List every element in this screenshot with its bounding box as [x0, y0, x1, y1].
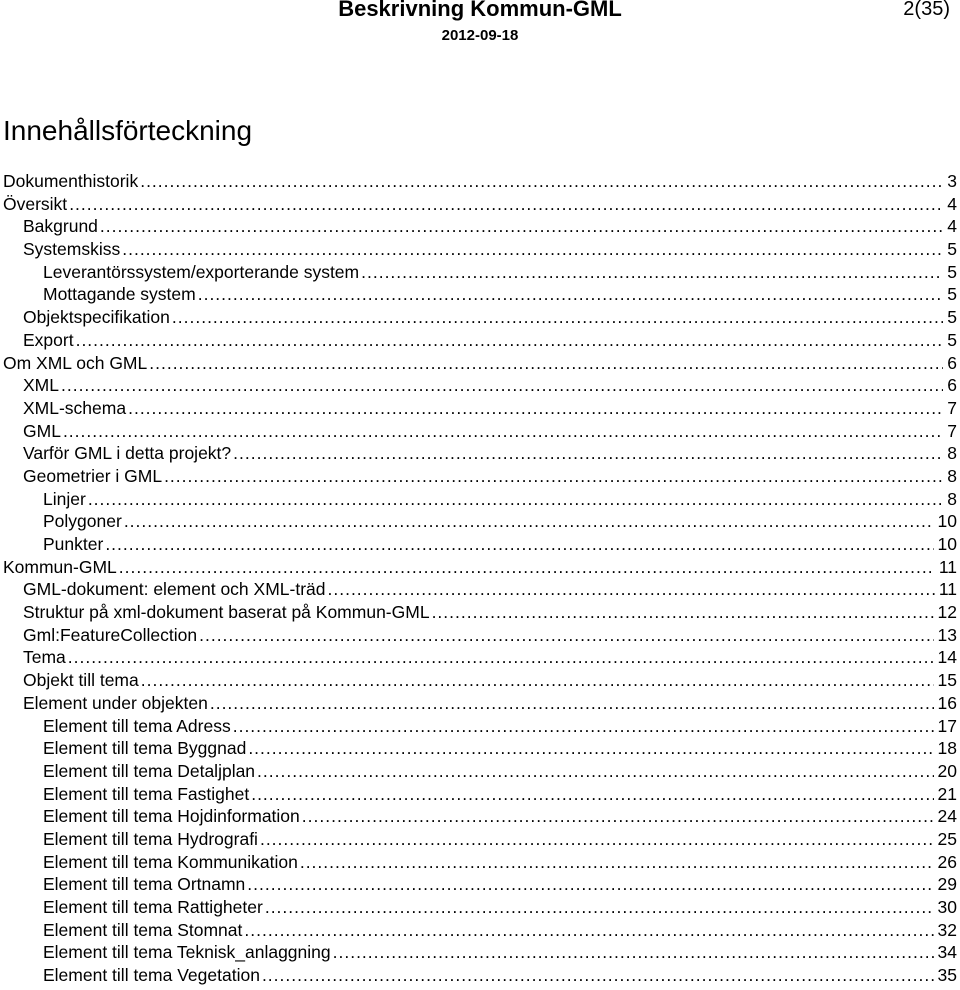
toc-entry-title: Element till tema Byggnad — [43, 738, 247, 759]
toc-entry[interactable] — [0, 420, 960, 443]
toc-entry-page: 7 — [947, 420, 957, 441]
toc-entry-page: 20 — [937, 760, 957, 781]
toc-entry-page: 30 — [937, 897, 957, 917]
toc-dot-leader — [124, 510, 934, 533]
toc-entry-page: 12 — [937, 602, 957, 623]
toc-dot-leader — [248, 737, 933, 760]
toc-entry-title: Export — [23, 329, 74, 350]
toc-entry-title: Polygoner — [43, 511, 122, 532]
toc-entry[interactable] — [0, 283, 960, 306]
toc-dot-leader — [88, 488, 943, 511]
toc-entry[interactable] — [0, 805, 960, 828]
document-title: Beskrivning Kommun-GML — [338, 0, 622, 21]
toc-entry-title: Systemskiss — [23, 239, 121, 260]
toc-entry-page: 14 — [937, 647, 957, 668]
toc-entry[interactable] — [0, 465, 960, 488]
toc-entry-page: 17 — [937, 715, 957, 736]
toc-dot-leader — [302, 805, 934, 828]
toc-entry[interactable] — [0, 533, 960, 556]
toc-entry-title: Struktur på xml-dokument baserat på Kommun-GML — [23, 602, 430, 623]
toc-entry-page: 10 — [937, 534, 957, 554]
toc-dot-leader — [164, 465, 943, 488]
toc-entry-title: Linjer — [43, 488, 86, 509]
toc-entry[interactable] — [0, 601, 960, 624]
toc-entry[interactable] — [0, 193, 960, 216]
toc-dot-leader — [172, 306, 943, 329]
toc-dot-leader — [105, 533, 933, 556]
toc-dot-leader — [244, 919, 933, 942]
toc-dot-leader — [432, 601, 934, 624]
toc-entry-page: 4 — [947, 193, 957, 214]
toc-entry[interactable] — [0, 692, 960, 715]
toc-dot-leader — [300, 851, 934, 874]
toc-dot-leader — [328, 578, 935, 601]
toc-entry-title: Element till tema Ortnamn — [43, 874, 246, 895]
toc-entry-title: Element till tema Teknisk_anlaggning — [43, 942, 331, 963]
toc-entry-title: Om XML och GML — [3, 352, 148, 373]
toc-entry[interactable] — [0, 556, 960, 579]
toc-entry-page: 5 — [947, 284, 957, 305]
toc-entry-title: Punkter — [43, 534, 104, 554]
toc-entry-page: 5 — [947, 239, 957, 260]
toc-entry-title: Element under objekten — [23, 692, 208, 713]
toc-entry[interactable] — [0, 578, 960, 601]
table-of-contents — [0, 170, 960, 987]
toc-entry-page: 4 — [947, 216, 957, 237]
toc-entry-page: 11 — [938, 556, 957, 577]
toc-entry-page: 6 — [947, 375, 957, 396]
toc-dot-leader — [140, 170, 943, 193]
toc-entry[interactable] — [0, 510, 960, 533]
toc-dot-leader — [260, 828, 934, 851]
toc-dot-leader — [233, 715, 934, 738]
toc-entry-page: 35 — [937, 965, 957, 986]
toc-entry[interactable] — [0, 488, 960, 511]
toc-entry[interactable] — [0, 851, 960, 874]
toc-entry-page: 11 — [938, 579, 957, 600]
toc-entry[interactable] — [0, 170, 960, 193]
toc-entry-title: Leverantörssystem/exporterande system — [43, 261, 360, 282]
toc-entry-title: Element till tema Fastighet — [43, 783, 250, 804]
toc-dot-leader — [361, 261, 943, 284]
toc-entry-title: Gml:FeatureCollection — [23, 624, 198, 645]
toc-entry-title: Geometrier i GML — [23, 465, 163, 486]
toc-entry-page: 3 — [947, 171, 957, 191]
toc-dot-leader — [68, 646, 934, 669]
toc-dot-leader — [76, 329, 944, 352]
toc-entry-title: GML-dokument: element och XML-träd — [23, 579, 326, 600]
toc-entry-title: Element till tema Adress — [43, 715, 231, 736]
toc-entry-page: 18 — [937, 738, 957, 759]
toc-entry[interactable] — [0, 919, 960, 942]
toc-dot-leader — [257, 760, 933, 783]
toc-entry[interactable] — [0, 306, 960, 329]
toc-entry[interactable] — [0, 374, 960, 397]
toc-dot-leader — [199, 624, 933, 647]
document-date: 2012-09-18 — [441, 27, 519, 44]
toc-dot-leader — [251, 783, 933, 806]
toc-entry[interactable] — [0, 352, 960, 375]
toc-entry[interactable] — [0, 737, 960, 760]
toc-entry-title: Element till tema Vegetation — [43, 965, 260, 986]
toc-entry-page: 13 — [937, 624, 957, 645]
toc-heading: Innehållsförteckning — [3, 115, 253, 146]
toc-entry[interactable] — [0, 964, 960, 987]
toc-entry-title: Varför GML i detta projekt? — [23, 443, 232, 464]
toc-entry-title: Dokumenthistorik — [3, 171, 139, 191]
toc-entry-title: Översikt — [3, 193, 68, 214]
toc-dot-leader — [61, 374, 943, 397]
toc-entry-title: Element till tema Stomnat — [43, 919, 243, 940]
toc-entry-page: 8 — [947, 443, 957, 464]
toc-entry-page: 15 — [937, 670, 957, 691]
toc-dot-leader — [265, 896, 934, 919]
toc-entry[interactable] — [0, 715, 960, 738]
toc-dot-leader — [100, 215, 943, 238]
toc-dot-leader — [210, 692, 934, 715]
toc-entry-title: GML — [23, 420, 61, 441]
toc-entry-title: Element till tema Kommunikation — [43, 851, 298, 872]
toc-dot-leader — [333, 941, 934, 964]
toc-dot-leader — [247, 873, 933, 896]
toc-dot-leader — [198, 283, 944, 306]
toc-entry-page: 16 — [937, 692, 957, 713]
toc-entry-title: XML-schema — [23, 397, 127, 418]
toc-entry[interactable] — [0, 646, 960, 669]
toc-entry[interactable] — [0, 238, 960, 261]
toc-entry[interactable] — [0, 215, 960, 238]
toc-entry-title: Objektspecifikation — [23, 307, 170, 328]
toc-entry-page: 24 — [937, 806, 957, 827]
toc-entry-title: Element till tema Hydrografi — [43, 828, 258, 849]
toc-dot-leader — [63, 420, 943, 443]
toc-entry[interactable] — [0, 442, 960, 465]
toc-entry-page: 26 — [937, 851, 957, 872]
toc-entry-page: 5 — [947, 307, 957, 328]
toc-entry[interactable] — [0, 873, 960, 896]
toc-entry[interactable] — [0, 783, 960, 806]
toc-dot-leader — [128, 397, 943, 420]
toc-entry-page: 5 — [947, 261, 957, 282]
toc-entry-page: 6 — [947, 352, 957, 373]
toc-entry-title: Element till tema Rattigheter — [43, 897, 263, 917]
toc-entry-page: 7 — [947, 397, 957, 418]
toc-entry[interactable] — [0, 397, 960, 420]
toc-entry[interactable] — [0, 828, 960, 851]
toc-entry-title: Element till tema Hojdinformation — [43, 806, 300, 827]
toc-entry-title: Kommun-GML — [3, 556, 117, 577]
toc-entry-page: 34 — [937, 942, 957, 963]
toc-dot-leader — [119, 556, 935, 579]
page-number: 2(35) — [903, 0, 950, 20]
toc-entry-page: 25 — [937, 828, 957, 849]
toc-entry-title: Tema — [23, 647, 66, 668]
toc-entry[interactable] — [0, 669, 960, 692]
toc-entry-title: Bakgrund — [23, 216, 98, 237]
toc-entry-page: 29 — [937, 874, 957, 895]
toc-entry-title: Element till tema Detaljplan — [43, 760, 256, 781]
toc-entry-page: 21 — [937, 783, 957, 804]
toc-entry[interactable] — [0, 329, 960, 352]
toc-entry-page: 8 — [947, 465, 957, 486]
toc-dot-leader — [262, 964, 934, 987]
toc-entry-page: 10 — [937, 511, 957, 532]
toc-entry[interactable] — [0, 760, 960, 783]
toc-entry-title: XML — [23, 375, 59, 396]
toc-entry-page: 32 — [937, 919, 957, 940]
toc-entry[interactable] — [0, 896, 960, 919]
toc-entry[interactable] — [0, 624, 960, 647]
toc-dot-leader — [141, 669, 934, 692]
toc-entry-title: Objekt till tema — [23, 670, 139, 691]
toc-entry[interactable] — [0, 941, 960, 964]
toc-entry[interactable] — [0, 261, 960, 284]
toc-entry-page: 8 — [947, 488, 957, 509]
toc-entry-title: Mottagande system — [43, 284, 196, 305]
toc-dot-leader — [69, 193, 943, 216]
toc-dot-leader — [122, 238, 943, 261]
toc-entry-page: 5 — [947, 329, 957, 350]
toc-dot-leader — [149, 352, 943, 375]
toc-dot-leader — [233, 442, 943, 465]
